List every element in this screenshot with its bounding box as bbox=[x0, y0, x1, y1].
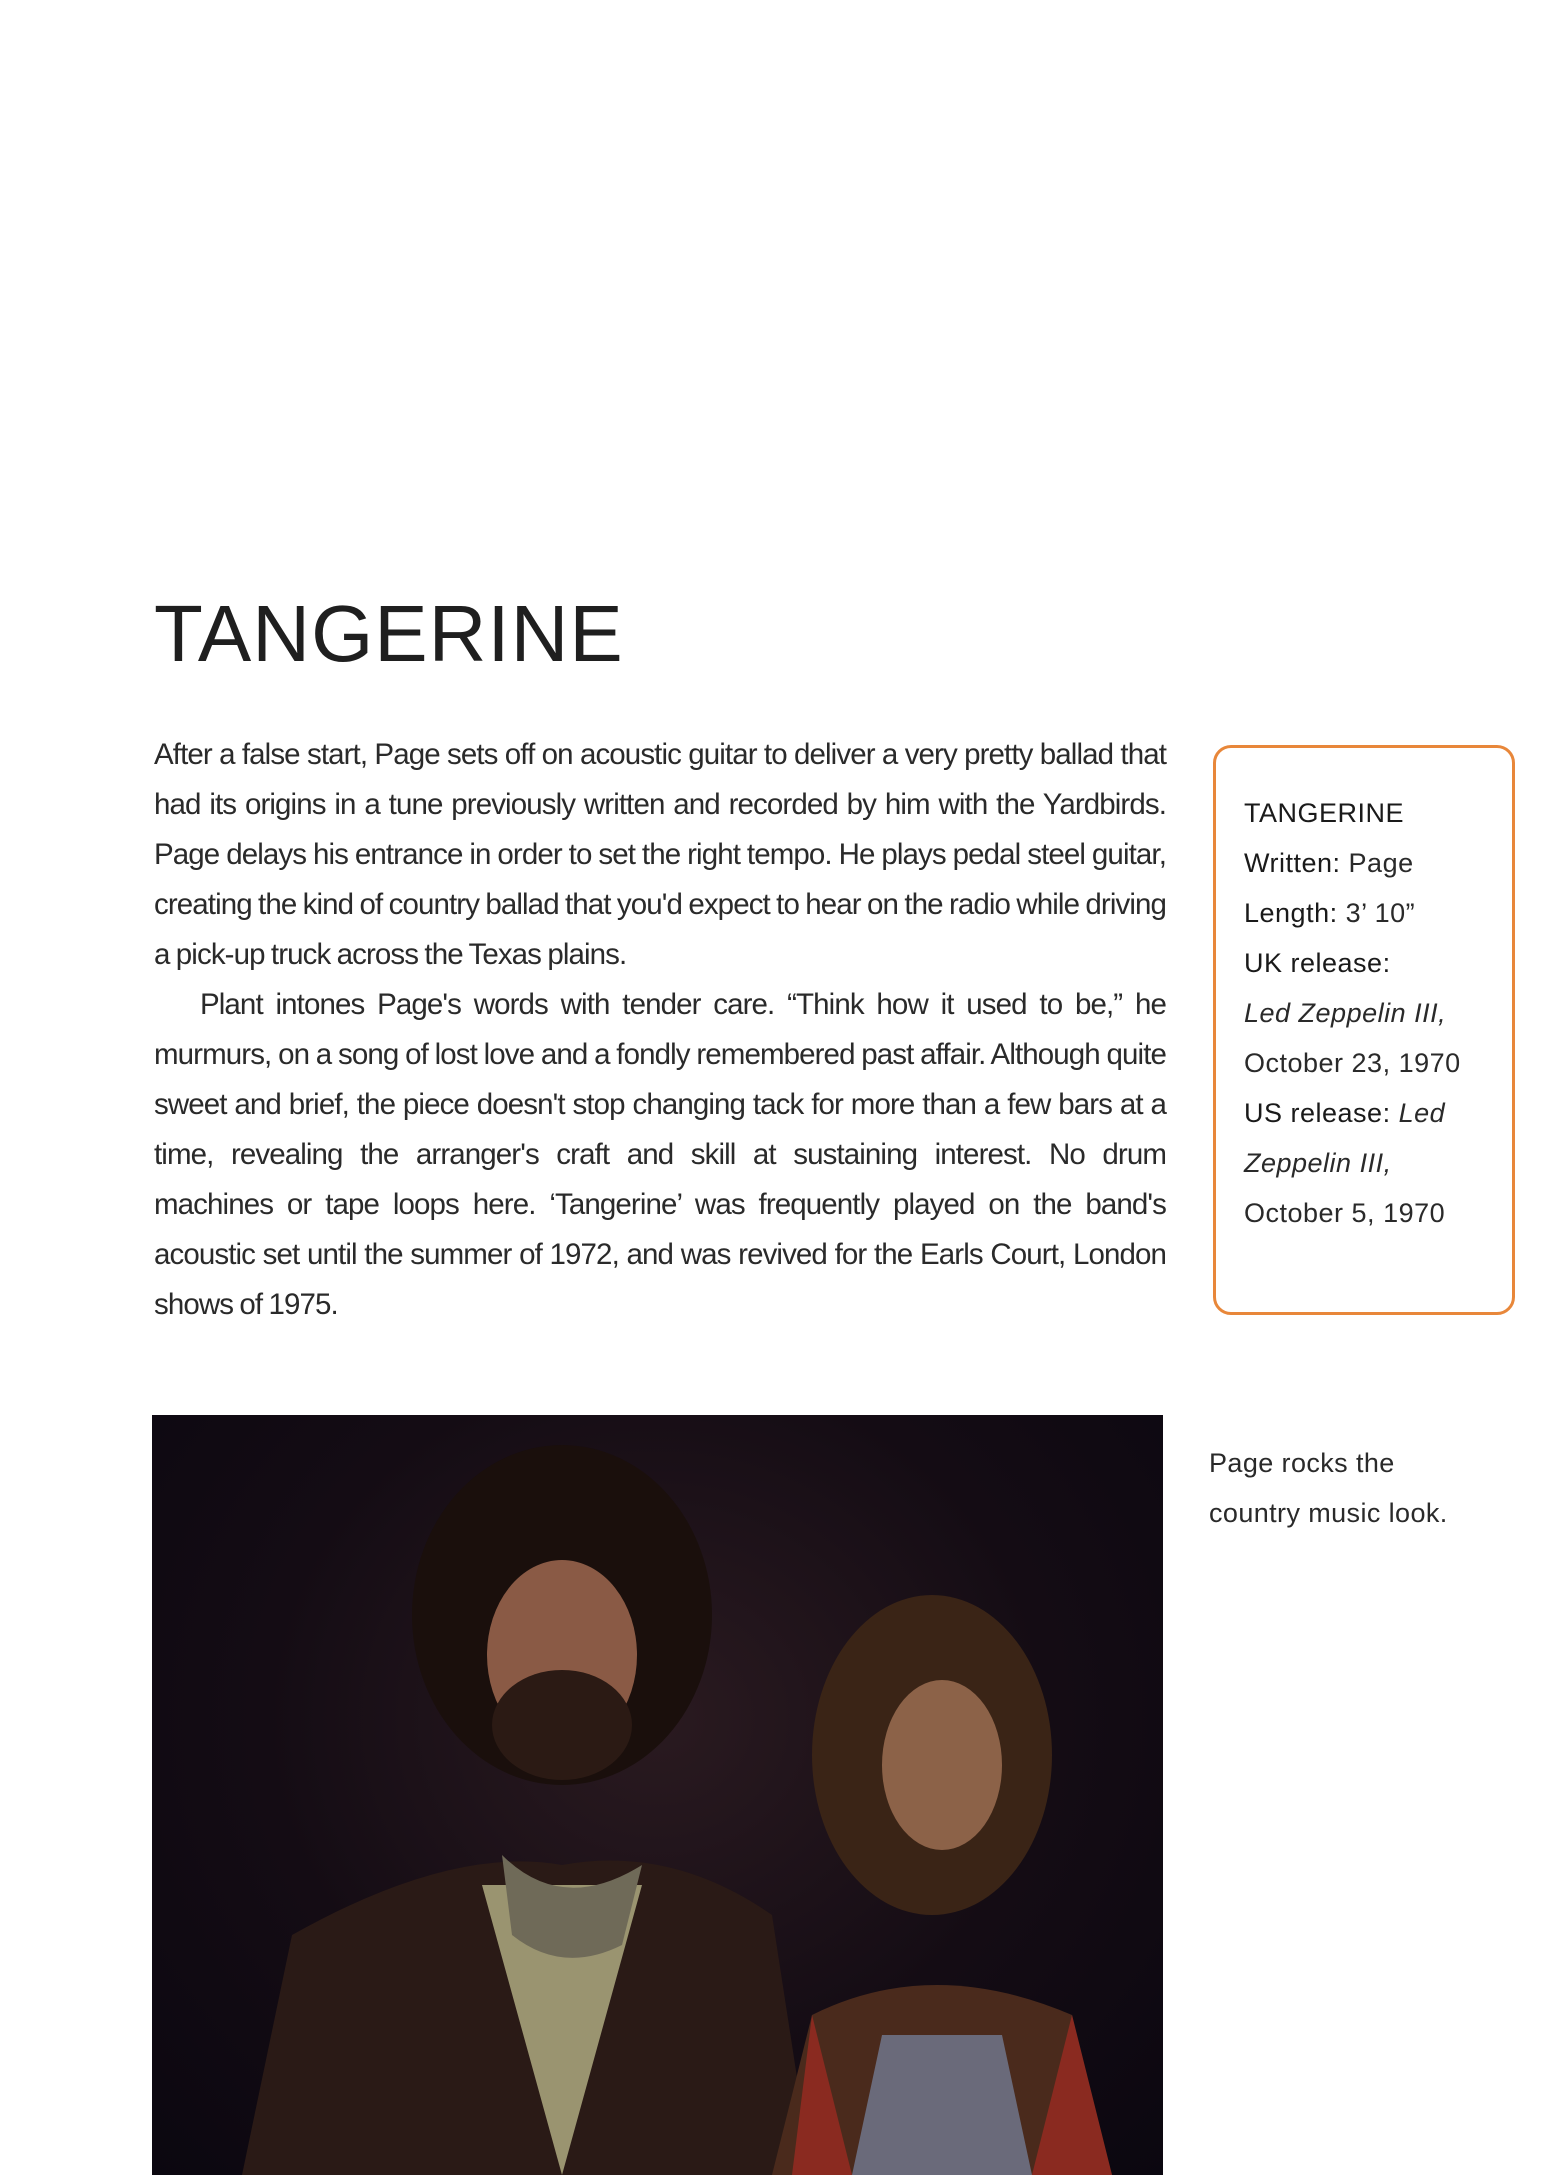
fact-written-value: Page bbox=[1348, 848, 1414, 878]
photo-illustration bbox=[152, 1415, 1163, 2175]
page-title: TANGERINE bbox=[154, 589, 624, 678]
fact-written-label: Written: bbox=[1244, 848, 1341, 878]
paragraph: Plant intones Page's words with tender care. “Think how it used to be,” he murmurs, on a song of lost love and a fondly remembered past affair. Although quite sweet and brief, the piece doesn't stop changing tack for more than a few bars at a time, revealing the arranger's craft and skill at sustaining interest. No drum machines or tape loops here. ‘Tangerine’ was frequently played on the band's acoustic set until the summer of 1972, and was revived for the Earls Court, London shows of 1975. bbox=[154, 988, 1166, 1321]
caption-line: Page rocks the bbox=[1209, 1448, 1395, 1478]
article-body bbox=[154, 730, 1166, 1330]
fact-us-album-cont: Zeppelin III, bbox=[1244, 1148, 1392, 1178]
fact-us-label: US release: bbox=[1244, 1098, 1391, 1128]
paragraph: After a false start, Page sets off on acoustic guitar to deliver a very pretty ballad that had its origins in a tune previously written and recorded by him with the Yardbirds. Page delays his entrance in order to set the right tempo. He plays pedal steel guitar, creating the kind of country ballad that you'd expect to hear on the radio while driving a pick-up truck across the Texas plains. bbox=[154, 738, 1166, 971]
fact-uk-album: Led Zeppelin III, bbox=[1244, 998, 1447, 1028]
band-photo bbox=[152, 1415, 1163, 2175]
fact-length-value: 3’ 10” bbox=[1345, 898, 1416, 928]
fact-us-date: October 5, 1970 bbox=[1244, 1198, 1446, 1228]
fact-uk-date: October 23, 1970 bbox=[1244, 1048, 1461, 1078]
photo-caption bbox=[1209, 1438, 1448, 1538]
fact-us-album: Led bbox=[1398, 1098, 1446, 1128]
fact-uk-label: UK release: bbox=[1244, 948, 1391, 978]
fact-length-label: Length: bbox=[1244, 898, 1338, 928]
fact-box bbox=[1213, 745, 1515, 1315]
fact-song: TANGERINE bbox=[1244, 798, 1405, 828]
caption-line: country music look. bbox=[1209, 1498, 1448, 1528]
